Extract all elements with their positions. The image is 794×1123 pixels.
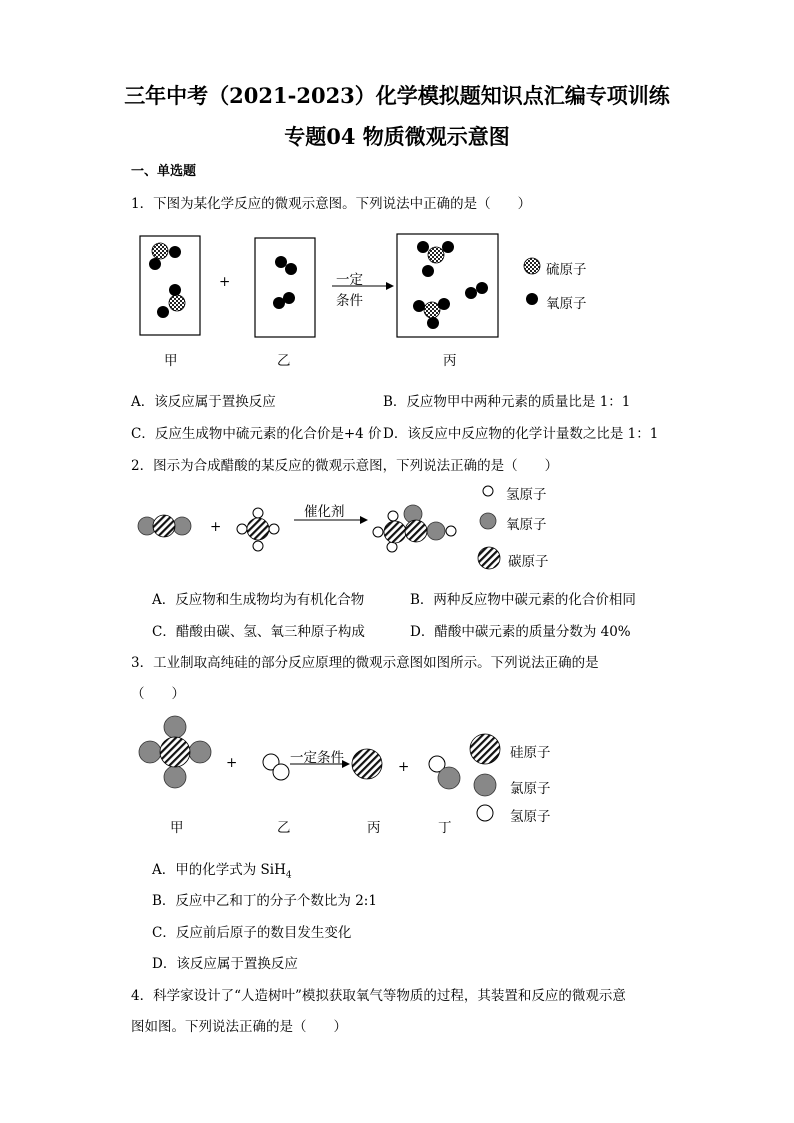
- q3-label-bing: 丙: [367, 820, 381, 836]
- q3-chlorine-atom: [438, 767, 460, 789]
- q3-option-a-subscript: 4: [285, 870, 292, 881]
- q1-arrow-label-bottom: 条件: [336, 293, 363, 309]
- q1-option-c: C．反应生成物中硫元素的化合价是+4 价: [131, 426, 382, 442]
- q1-oxygen-atom: [283, 292, 295, 304]
- q2-legend-carbon-label: 碳原子: [508, 554, 549, 570]
- q3-stem: 3．工业制取高纯硅的部分反应原理的微观示意图如图所示。下列说法正确的是: [131, 655, 599, 671]
- q1-oxygen-atom: [149, 258, 161, 270]
- q2-hydrogen-atom: [253, 508, 263, 518]
- q1-oxygen-atom: [275, 256, 287, 268]
- q1-oxygen-atom: [442, 241, 454, 253]
- q2-legend-hydrogen-icon: [483, 486, 493, 496]
- q3-stem-bracket: （ ）: [131, 686, 185, 702]
- q3-label-ding: 丁: [438, 820, 452, 836]
- q1-oxygen-atom: [476, 282, 488, 294]
- q1-legend-sulfur-label: 硫原子: [546, 262, 587, 278]
- q1-oxygen-atom: [465, 287, 477, 299]
- q4-stem-line2: 图如图。下列说法正确的是（ ）: [131, 1019, 347, 1035]
- q3-legend-hydrogen-icon: [477, 805, 493, 821]
- q3-label-jia: 甲: [170, 820, 184, 836]
- q1-oxygen-atom: [157, 306, 169, 318]
- q3-arrow-label: 一定条件: [290, 750, 344, 766]
- q1-oxygen-atom: [438, 298, 450, 310]
- q2-option-a: A．反应物和生成物均为有机化合物: [152, 592, 365, 608]
- q2-hydrogen-atom: [388, 511, 398, 521]
- q3-legend-hydrogen-label: 氢原子: [510, 809, 551, 825]
- q2-option-d: D．醋酸中碳元素的质量分数为 40%: [410, 624, 631, 640]
- q1-plus-sign: +: [219, 274, 231, 290]
- q2-legend-hydrogen-label: 氢原子: [506, 487, 547, 503]
- q1-sulfur-atom: [169, 295, 185, 311]
- q1-arrow-head: [386, 282, 394, 290]
- q2-hydrogen-atom: [446, 526, 456, 536]
- q1-oxygen-atom: [422, 265, 434, 277]
- q3-silicon-atom: [352, 749, 382, 779]
- q1-option-b: B．反应物甲中两种元素的质量比是 1：1: [383, 394, 631, 410]
- q2-oxygen-atom: [427, 522, 445, 540]
- q2-stem: 2．图示为合成醋酸的某反应的微观示意图，下列说法正确的是（ ）: [131, 458, 559, 474]
- q2-arrow-label: 催化剂: [304, 504, 345, 520]
- q2-hydrogen-atom: [237, 524, 247, 534]
- q3-silicon-atom: [160, 737, 190, 767]
- q2-hydrogen-atom: [373, 527, 383, 537]
- q3-legend-chlorine-icon: [474, 774, 496, 796]
- q2-hydrogen-atom: [253, 541, 263, 551]
- q3-option-c: C．反应前后原子的数目发生变化: [152, 925, 352, 941]
- q3-chlorine-atom: [139, 741, 161, 763]
- q1-option-d: D．该反应中反应物的化学计量数之比是 1：1: [383, 426, 659, 442]
- q3-plus-sign: +: [398, 759, 410, 775]
- q2-carbon-atom: [153, 515, 175, 537]
- q1-arrow-label-top: 一定: [336, 272, 363, 288]
- q1-sulfur-atom: [152, 243, 168, 259]
- q3-chlorine-atom: [164, 766, 186, 788]
- q1-option-a: A．该反应属于置换反应: [131, 394, 276, 410]
- q2-legend-carbon-icon: [478, 547, 500, 569]
- document-subtitle: 专题04 物质微观示意图: [284, 124, 510, 149]
- q2-carbon-atom: [405, 520, 427, 542]
- q3-plus-sign: +: [226, 755, 238, 771]
- q3-option-a: [152, 858, 292, 881]
- q2-hydrogen-atom: [387, 542, 397, 552]
- q2-legend-oxygen-icon: [480, 513, 496, 529]
- q3-legend-chlorine-label: 氯原子: [510, 781, 551, 797]
- document-title: 三年中考（2021-2023）化学模拟题知识点汇编专项训练: [124, 83, 670, 108]
- q1-label-jia: 甲: [164, 353, 178, 369]
- q1-label-yi: 乙: [277, 353, 291, 369]
- q2-plus-sign: +: [210, 519, 222, 535]
- section-heading: 一、单选题: [131, 164, 197, 179]
- q2-option-c: C．醋酸由碳、氢、氧三种原子构成: [152, 624, 365, 640]
- q3-hydrogen-atom: [273, 764, 289, 780]
- q3-label-yi: 乙: [277, 820, 291, 836]
- q2-oxygen-atom: [173, 517, 191, 535]
- q3-legend-silicon-icon: [470, 734, 500, 764]
- q4-stem: 4．科学家设计了“人造树叶”模拟获取氧气等物质的过程，其装置和反应的微观示意: [131, 988, 626, 1004]
- q1-oxygen-atom: [285, 263, 297, 275]
- q3-chlorine-atom: [164, 716, 186, 738]
- q1-label-bing: 丙: [443, 353, 457, 369]
- q2-hydrogen-atom: [269, 524, 279, 534]
- q2-option-b: B．两种反应物中碳元素的化合价相同: [410, 592, 636, 608]
- q1-stem: 1．下图为某化学反应的微观示意图。下列说法中正确的是（ ）: [131, 196, 532, 212]
- q2-arrow-head: [360, 516, 368, 524]
- q1-legend-sulfur-icon: [524, 258, 540, 274]
- q1-box-yi: [255, 238, 315, 337]
- q3-legend-silicon-label: 硅原子: [510, 745, 551, 761]
- q3-option-b: B．反应中乙和丁的分子个数比为 2:1: [152, 893, 377, 909]
- q1-legend-oxygen-icon: [526, 293, 538, 305]
- q2-legend-oxygen-label: 氧原子: [506, 517, 547, 533]
- q1-sulfur-atom: [428, 247, 444, 263]
- q1-oxygen-atom: [427, 317, 439, 329]
- q1-oxygen-atom: [417, 241, 429, 253]
- q1-oxygen-atom: [413, 300, 425, 312]
- q3-option-d: D．该反应属于置换反应: [152, 956, 298, 972]
- q3-chlorine-atom: [189, 741, 211, 763]
- q3-option-a-text: A．甲的化学式为 SiH: [152, 862, 286, 878]
- q1-legend-oxygen-label: 氧原子: [546, 296, 587, 312]
- q2-carbon-atom: [247, 518, 269, 540]
- q1-oxygen-atom: [169, 246, 181, 258]
- q1-oxygen-atom: [169, 284, 181, 296]
- q2-carbon-atom: [384, 521, 406, 543]
- q1-sulfur-atom: [424, 302, 440, 318]
